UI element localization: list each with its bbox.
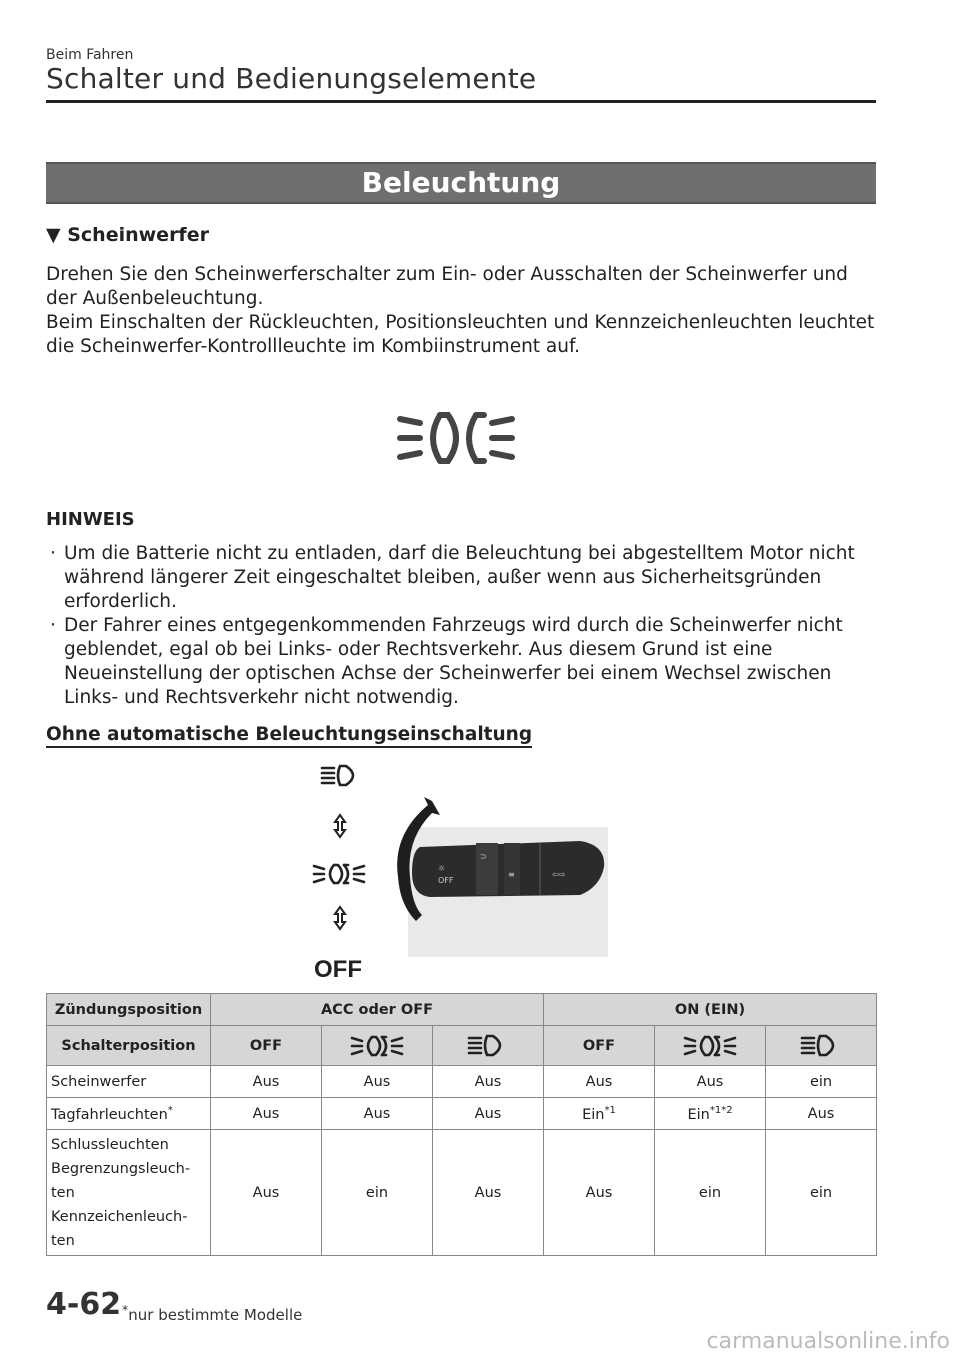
table-cell: Aus (433, 1130, 544, 1256)
table-header-row (47, 994, 877, 1026)
parking-light-icon (350, 1031, 404, 1061)
footnote-mark: *1*2 (709, 1104, 733, 1116)
bullet-text: Um die Batterie nicht zu entladen, darf die Beleuchtung bei abgestelltem Motor nicht während längerer Zeit eingeschaltet bleiben, außer wenn aus Sicherheitsgründen erforderlich. (64, 543, 855, 612)
headlight-icon (322, 766, 353, 785)
bullet-dot: · (50, 615, 56, 636)
bullet-dot: · (50, 543, 56, 564)
switch-off: OFF (544, 1026, 655, 1066)
double-arrow-icon (335, 907, 345, 929)
table-cell: Aus (433, 1098, 544, 1130)
table-cell: ein (766, 1130, 877, 1256)
row-label-text: Tagfahrleuchten (51, 1106, 168, 1123)
page-title: Schalter und Bedienungselemente (46, 62, 537, 95)
header-rule (46, 100, 876, 103)
headlight-icon (800, 1031, 842, 1061)
paragraph-2: Beim Einschalten der Rückleuchten, Positionsleuchten und Kennzeichenleuchten leuchtet die Scheinwerfer-Kontrollleuchte im Kombiinstrument auf. (46, 312, 875, 357)
switch-parking (655, 1026, 766, 1066)
footnote (122, 1302, 302, 1324)
footnote-mark: * (122, 1302, 129, 1317)
table-cell: Aus (544, 1066, 655, 1098)
switch-headlight (766, 1026, 877, 1066)
acc-header: ACC oder OFF (211, 994, 544, 1026)
headlight-icon (467, 1031, 509, 1061)
svg-text:≡: ≡ (508, 870, 515, 879)
svg-text:⊃: ⊃ (480, 852, 487, 861)
bullet-text: Der Fahrer eines entgegenkommenden Fahrzeugs wird durch die Scheinwerfer nicht geblendet, egal ob bei Links- oder Rechtsverkehr. Aus diesem Grund ist eine Neueinstellung der optischen Achse der Scheinwerfer bei einem Wechsel zwischen Links- und Rechtsverkehr nicht notwendig. (64, 615, 843, 708)
headlight-indicator-icon (396, 405, 516, 471)
svg-text:⇦⇨: ⇦⇨ (552, 870, 566, 879)
lighting-table (46, 993, 877, 1256)
switch-headlight (433, 1026, 544, 1066)
table-cell: Aus (211, 1098, 322, 1130)
table-cell: Aus (655, 1066, 766, 1098)
table-cell: Aus (211, 1130, 322, 1256)
subheading: Ohne automatische Beleuchtungseinschaltung (46, 724, 532, 748)
switch-off: OFF (211, 1026, 322, 1066)
watermark: carmanualsonline.info (706, 1329, 950, 1354)
parking-light-icon (683, 1031, 737, 1061)
table-cell: Aus (322, 1066, 433, 1098)
table-cell: Aus (322, 1098, 433, 1130)
svg-text:☼: ☼ (438, 864, 446, 873)
table-cell: ein (322, 1130, 433, 1256)
section-banner: Beleuchtung (46, 162, 876, 204)
chapter-label: Beim Fahren (46, 47, 134, 63)
row-label-line: ten (51, 1232, 75, 1249)
ignition-header: Zündungsposition (47, 994, 211, 1026)
table-cell: Aus (211, 1066, 322, 1098)
table-cell (544, 1098, 655, 1130)
footnote-mark: * (167, 1104, 173, 1116)
paragraph-1: Drehen Sie den Scheinwerferschalter zum Ein- oder Ausschalten der Scheinwerfer und der Außenbeleuchtung. (46, 264, 848, 309)
section-heading: ▼ Scheinwerfer (46, 224, 209, 246)
row-label-line: Begrenzungsleuch- (51, 1160, 191, 1177)
footnote-mark: *1 (604, 1104, 616, 1116)
table-row (47, 1130, 877, 1256)
note-label: HINWEIS (46, 509, 135, 530)
note-bullet-1 (46, 542, 876, 614)
row-label (47, 1130, 211, 1256)
table-cell: Aus (544, 1130, 655, 1256)
stalk-off-text: OFF (438, 876, 454, 885)
table-switch-row (47, 1026, 877, 1066)
table-row (47, 1098, 877, 1130)
table-cell: Aus (433, 1066, 544, 1098)
table-cell: Aus (766, 1098, 877, 1130)
note-bullet-2 (46, 614, 876, 710)
parking-light-icon (314, 865, 364, 883)
row-label-line: Kennzeichenleuch- (51, 1208, 188, 1225)
cell-text: Ein (687, 1106, 710, 1123)
row-label: Scheinwerfer (47, 1066, 211, 1098)
double-arrow-icon (335, 815, 345, 837)
table-cell (655, 1098, 766, 1130)
page-number: 4-62 (46, 1287, 122, 1322)
table-cell: ein (766, 1066, 877, 1098)
on-header: ON (EIN) (544, 994, 877, 1026)
row-label-line: Schlussleuchten (51, 1136, 169, 1153)
row-label (47, 1098, 211, 1130)
off-label: OFF (314, 956, 362, 983)
footnote-text: nur bestimmte Modelle (128, 1306, 303, 1324)
switch-parking (322, 1026, 433, 1066)
table-cell: ein (655, 1130, 766, 1256)
cell-text: Ein (582, 1106, 605, 1123)
table-row (47, 1066, 877, 1098)
switch-header: Schalterposition (47, 1026, 211, 1066)
row-label-line: ten (51, 1184, 75, 1201)
light-switch-figure (300, 755, 620, 985)
